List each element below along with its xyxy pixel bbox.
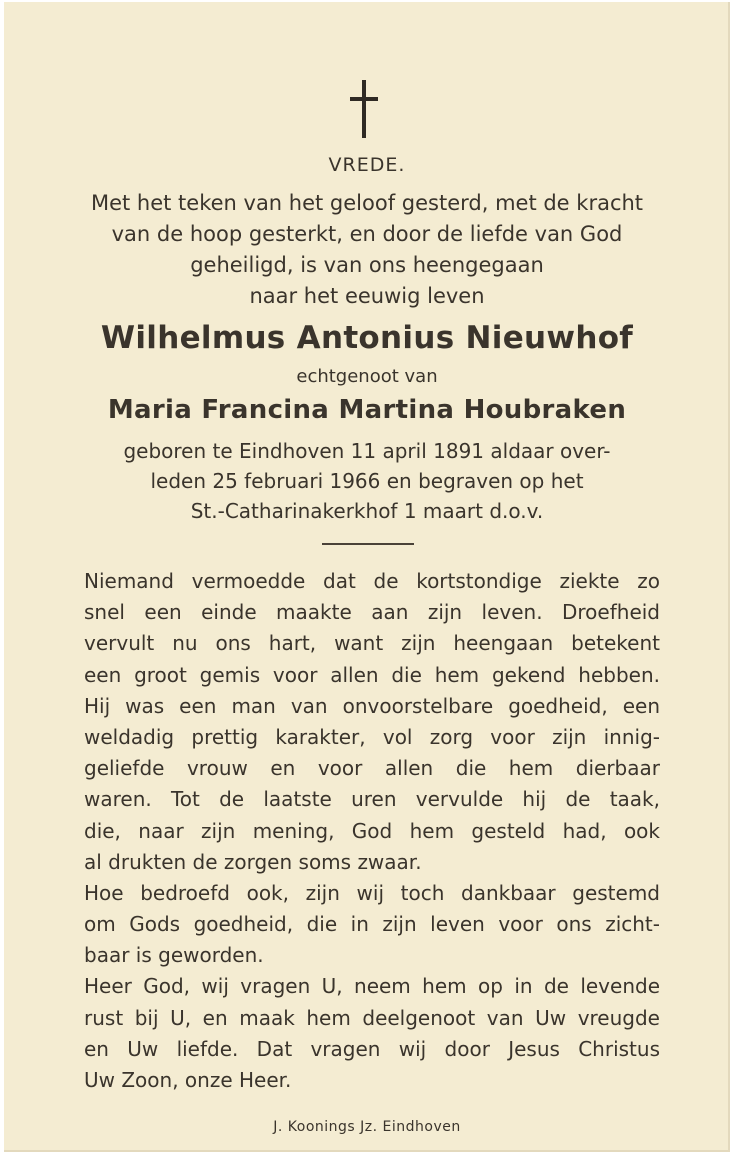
text-line: vervult nu ons hart, want zijn heengaan betekent <box>84 631 660 656</box>
intro-line: geheiligd, is van ons heengegaan <box>190 253 544 277</box>
text-line: een groot gemis voor allen die hem gekend hebben. <box>84 662 660 687</box>
heading-vrede: VREDE. <box>328 154 406 176</box>
intro-line: naar het eeuwig leven <box>249 284 485 308</box>
intro-line: van de hoop gesterkt, en door de liefde van God <box>111 222 623 246</box>
birth-death-dates <box>4 436 730 526</box>
text-line: Uw Zoon, onze Heer. <box>84 1068 292 1092</box>
text-line: al drukten de zorgen soms zwaar. <box>84 849 422 874</box>
memorial-text <box>84 566 660 1096</box>
date-line: leden 25 februari 1966 en begraven op het <box>150 469 584 493</box>
date-line: St.-Catharinakerkhof 1 maart d.o.v. <box>190 499 544 523</box>
text-line: baar is geworden. <box>84 943 264 968</box>
text-line: waren. Tot de laatste uren vervulde hij de taak, <box>84 787 660 812</box>
text-line: geliefde vrouw en voor allen die hem dierbaar <box>84 756 660 781</box>
cross-icon <box>349 80 379 138</box>
date-line: geboren te Eindhoven 11 april 1891 aldaar over- <box>123 439 611 463</box>
text-line: en Uw liefde. Dat vragen wij door Jesus Christus <box>84 1036 660 1061</box>
memorial-card <box>4 2 730 1152</box>
text-line: om Gods goedheid, die in zijn leven voor ons zicht- <box>84 912 660 937</box>
printer-imprint: J. Koonings Jz. Eindhoven <box>273 1119 461 1135</box>
text-line: Hoe bedroefd ook, zijn wij toch dankbaar gestemd <box>84 880 660 905</box>
text-line: weldadig prettig karakter, vol zorg voor zijn innig- <box>84 724 660 749</box>
spouse-name: Maria Francina Martina Houbraken <box>107 395 627 425</box>
text-line: Niemand vermoedde dat de kortstondige ziekte zo <box>84 569 660 593</box>
divider-rule <box>322 543 414 545</box>
text-line: snel een einde maakte aan zijn leven. Droefheid <box>84 600 660 625</box>
intro-text <box>4 188 730 312</box>
text-line: die, naar zijn mening, God hem gesteld had, ook <box>84 818 660 843</box>
text-line: rust bij U, en maak hem deelgenoot van Uw vreugde <box>84 1005 660 1030</box>
text-line: Heer God, wij vragen U, neem hem op in de levende <box>84 974 660 999</box>
deceased-name: Wilhelmus Antonius Nieuwhof <box>100 320 634 356</box>
spouse-label: echtgenoot van <box>296 366 438 387</box>
text-line: Hij was een man van onvoorstelbare goedheid, een <box>84 693 660 718</box>
intro-line: Met het teken van het geloof gesterd, met de kracht <box>90 191 644 215</box>
